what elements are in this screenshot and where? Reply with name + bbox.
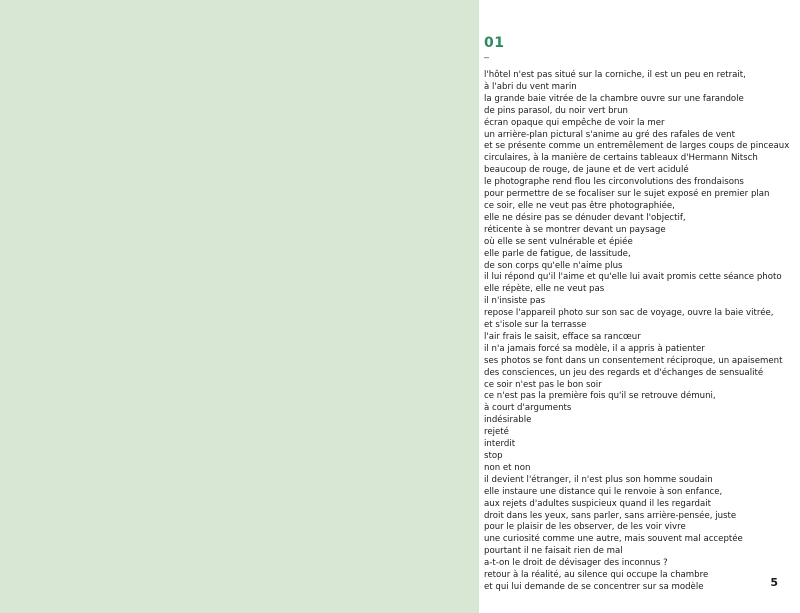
page-number: 5 [770, 576, 778, 589]
poem-line: et s'isole sur la terrasse [484, 320, 587, 331]
poem-line: un arrière-plan pictural s'anime au gré des rafales de vent [484, 129, 735, 140]
poem-line: où elle se sent vulnérable et épiée [484, 236, 633, 247]
poem-line: des consciences, un jeu des regards et d'échanges de sensualité [484, 367, 764, 378]
poem-line: il n'insiste pas [484, 296, 546, 307]
poem-line: ce soir, elle ne veut pas être photographiée, [484, 200, 675, 211]
poem-line: interdit [484, 439, 516, 450]
poem-line: écran opaque qui empêche de voir la mer [484, 117, 665, 128]
poem-line: indésirable [484, 415, 532, 426]
poem-line: ce n'est pas la première fois qu'il se retrouve démuni, [484, 391, 716, 402]
poem-line: retour à la réalité, au silence qui occupe la chambre [484, 570, 709, 581]
poem-line: rejeté [484, 427, 509, 438]
poem-line: non et non [484, 462, 531, 473]
poem-line: ce soir n'est pas le bon soir [484, 379, 602, 390]
poem-line: pour le plaisir de les observer, de les voir vivre [484, 522, 686, 533]
poem-line: l'air frais le saisit, efface sa rancœur [484, 331, 641, 342]
poem-line: et qui lui demande de se concentrer sur sa modèle [484, 581, 704, 592]
poem-line: de pins parasol, du noir vert brun [484, 105, 628, 116]
poem-line: réticente à se montrer devant un paysage [484, 224, 666, 235]
poem-body [484, 70, 790, 594]
poem-line: à l'abri du vent marin [484, 81, 577, 92]
poem-line: il devient l'étranger, il n'est plus son homme soudain [484, 474, 713, 485]
poem-line: stop [484, 451, 503, 461]
poem-line: ses photos se font dans un consentement réciproque, un apaisement [484, 355, 783, 366]
poem-line: elle ne désire pas se dénuder devant l'objectif, [484, 212, 686, 223]
poem-line: la grande baie vitrée de la chambre ouvre sur une farandole [484, 93, 744, 104]
poem-line: il n'a jamais forcé sa modèle, il a appris à patienter [484, 343, 705, 354]
poem-line: elle instaure une distance qui le renvoie à son enfance, [484, 486, 723, 497]
poem-line: pourtant il ne faisait rien de mal [484, 546, 623, 557]
poem-line: aux rejets d'adultes suspicieux quand il les regardait [484, 498, 711, 509]
heading-dash: – [484, 52, 490, 62]
poem-line: et se présente comme un entremêlement de larges coups de pinceaux [484, 141, 790, 152]
poem-line: l'hôtel n'est pas situé sur la corniche, il est un peu en retrait, [484, 70, 746, 80]
poem-line: il lui répond qu'il l'aime et qu'elle lui avait promis cette séance photo [484, 272, 782, 283]
poem-line: droit dans les yeux, sans parler, sans arrière-pensée, juste [484, 510, 737, 521]
poem-line: le photographe rend flou les circonvolutions des frondaisons [484, 177, 744, 188]
poem-line: à court d'arguments [484, 403, 572, 414]
poem-line: une curiosité comme une autre, mais souvent mal acceptée [484, 534, 743, 545]
poem-line: circulaires, à la manière de certains tableaux d'Hermann Nitsch [484, 153, 758, 164]
poem-line: elle répète, elle ne veut pas [484, 284, 605, 295]
poem-line: de son corps qu'elle n'aime plus [484, 260, 623, 271]
poem-line: repose l'appareil photo sur son sac de voyage, ouvre la baie vitrée, [484, 308, 774, 319]
section-heading: 01 [484, 35, 505, 51]
poem-line: a-t-on le droit de dévisager des inconnus ? [484, 558, 668, 569]
poem-line: elle parle de fatigue, de lassitude, [484, 248, 631, 259]
poem-line: beaucoup de rouge, de jaune et de vert acidulé [484, 165, 689, 176]
poem-line: pour permettre de se focaliser sur le sujet exposé en premier plan [484, 189, 770, 200]
